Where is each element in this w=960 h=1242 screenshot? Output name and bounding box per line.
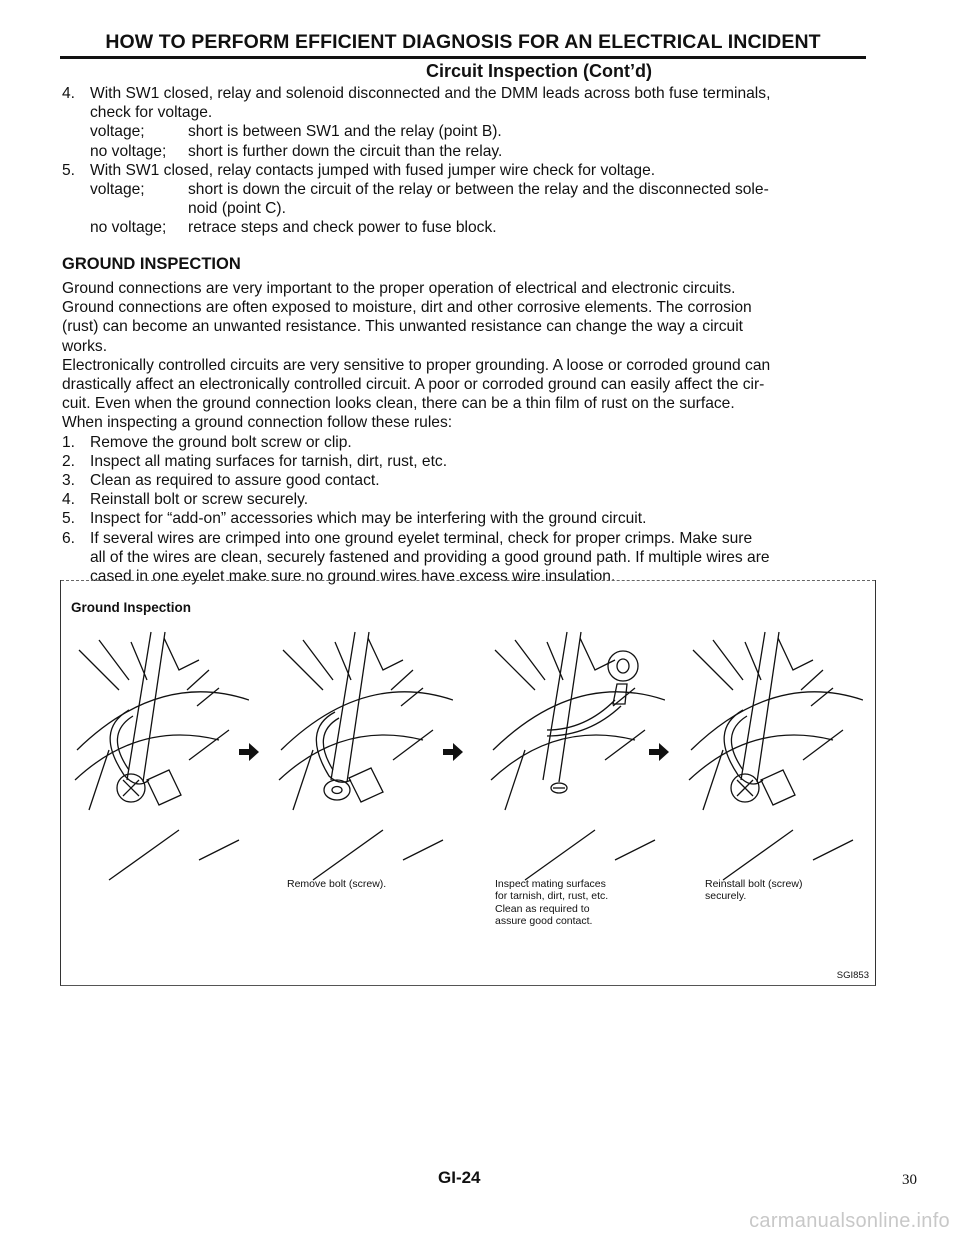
step-5-no-voltage: no voltage; retrace steps and check power to fuse block. — [90, 219, 497, 237]
reinstall-bolt-illustration — [683, 630, 863, 890]
figure-caption-remove: Remove bolt (screw). — [287, 878, 387, 890]
figure-top-border — [61, 580, 875, 581]
rule-item: 3. Clean as required to assure good contact. — [62, 472, 380, 490]
step-list: 4. With SW1 closed, relay and solenoid disconnected and the DMM leads across both fuse terminals, check for voltage. voltage; short is between SW1 and the relay (point B). no voltage; short is further down the circuit than the relay. 5. With SW1 closed, relay contacts jumped with fused jumper wire check for voltage. voltage; short is down the circuit of the relay or between the relay and the disconnected sole- noid (point C). no voltage; retrace steps and check power to fuse block. — [62, 84, 868, 238]
figure-caption-inspect: Inspect mating surfaces for tarnish, dirt, rust, etc. Clean as required to assure good contact. — [495, 878, 609, 928]
next-step-arrow-icon — [441, 740, 465, 764]
section-title: HOW TO PERFORM EFFICIENT DIAGNOSIS FOR AN ELECTRICAL INCIDENT — [105, 31, 821, 53]
rule-item: 6. If several wires are crimped into one ground eyelet terminal, check for proper crimps. Make sure — [62, 529, 753, 547]
ground-inspection-text: Ground connections are very important to the proper operation of electrical and electronic circuits. Ground connections are often exposed to moisture, dirt and other corrosive elements. The corrosion (rust) can become an unwanted resistance. This unwanted resistance can change the way a circuit works. Electronically controlled circuits are very sensitive to proper grounding. A loose or corroded ground can drastically affect an electronically controlled circuit. A poor or corroded ground can easily affect the cir- cuit. Even when the ground connection looks clean, there can be a thin film of rust on the surface. When inspecting a ground connection follow these rules: 1. Remove the ground bolt screw or clip. 2. Inspect all mating surfaces for tarnish, dirt, rust, etc. 3. Clean as required to assure good contact. 4. Reinstall bolt or screw securely. 5. Inspect for “add-on” accessories which may be interfering with the ground circuit. 6. If several wires are crimped into one ground eyelet terminal, check for proper crimps. Make sure all of the wires are clean, securely fastened and providing a good ground path. If multiple wires are cased in one eyelet make sure no ground wires have excess wire insulation. — [62, 279, 868, 586]
watermark: carmanualsonline.info — [749, 1210, 950, 1232]
paragraph-line: Electronically controlled circuits are very sensitive to proper grounding. A loose or corroded ground can — [62, 356, 771, 374]
paragraph-line: works. — [62, 337, 108, 355]
ground-inspection-figure — [60, 580, 876, 986]
next-step-arrow-icon — [237, 740, 261, 764]
inspect-surfaces-illustration — [485, 630, 665, 890]
paragraph-line: drastically affect an electronically controlled circuit. A poor or corroded ground can easily affect the cir- — [62, 376, 765, 394]
step-4-no-voltage: no voltage; short is further down the circuit than the relay. — [90, 142, 503, 160]
next-step-arrow-icon — [647, 740, 671, 764]
figure-title: Ground Inspection — [71, 600, 191, 615]
paragraph-line: (rust) can become an unwanted resistance. This unwanted resistance can change the way a circuit — [62, 318, 744, 336]
subsection-title: Circuit Inspection (Cont’d) — [426, 61, 652, 81]
paragraph-line: Ground connections are very important to the proper operation of electrical and electronic circuits. — [62, 280, 736, 297]
rule-item: 5. Inspect for “add-on” accessories which may be interfering with the ground circuit. — [62, 510, 647, 528]
paragraph-line: When inspecting a ground connection follow these rules: — [62, 414, 453, 432]
rule-item: 4. Reinstall bolt or screw securely. — [62, 491, 309, 509]
figure-caption-reinstall: Reinstall bolt (screw) securely. — [705, 878, 803, 903]
step-5: 5. With SW1 closed, relay contacts jumped with fused jumper wire check for voltage. — [62, 161, 656, 179]
step-4-voltage: voltage; short is between SW1 and the relay (point B). — [90, 123, 502, 141]
sheet-number: 30 — [902, 1172, 917, 1188]
rule-item: 1. Remove the ground bolt screw or clip. — [62, 433, 352, 451]
ground-inspection-heading: GROUND INSPECTION — [62, 255, 241, 273]
paragraph-line: cuit. Even when the ground connection looks clean, there can be a thin film of rust on the surface. — [62, 395, 735, 413]
paragraph-line: Ground connections are often exposed to moisture, dirt and other corrosive elements. The corrosion — [62, 299, 752, 317]
title-rule — [60, 56, 866, 59]
ground-bolt-illustration — [69, 630, 249, 890]
step-4: 4. With SW1 closed, relay and solenoid disconnected and the DMM leads across both fuse terminals, — [62, 85, 771, 102]
remove-bolt-illustration — [273, 630, 453, 890]
rule-item: 2. Inspect all mating surfaces for tarnish, dirt, rust, etc. — [62, 452, 448, 470]
step-5-voltage: voltage; short is down the circuit of the relay or between the relay and the disconnected sole- — [90, 181, 769, 199]
page-number: GI-24 — [438, 1168, 481, 1187]
figure-code: SGI853 — [836, 970, 869, 981]
